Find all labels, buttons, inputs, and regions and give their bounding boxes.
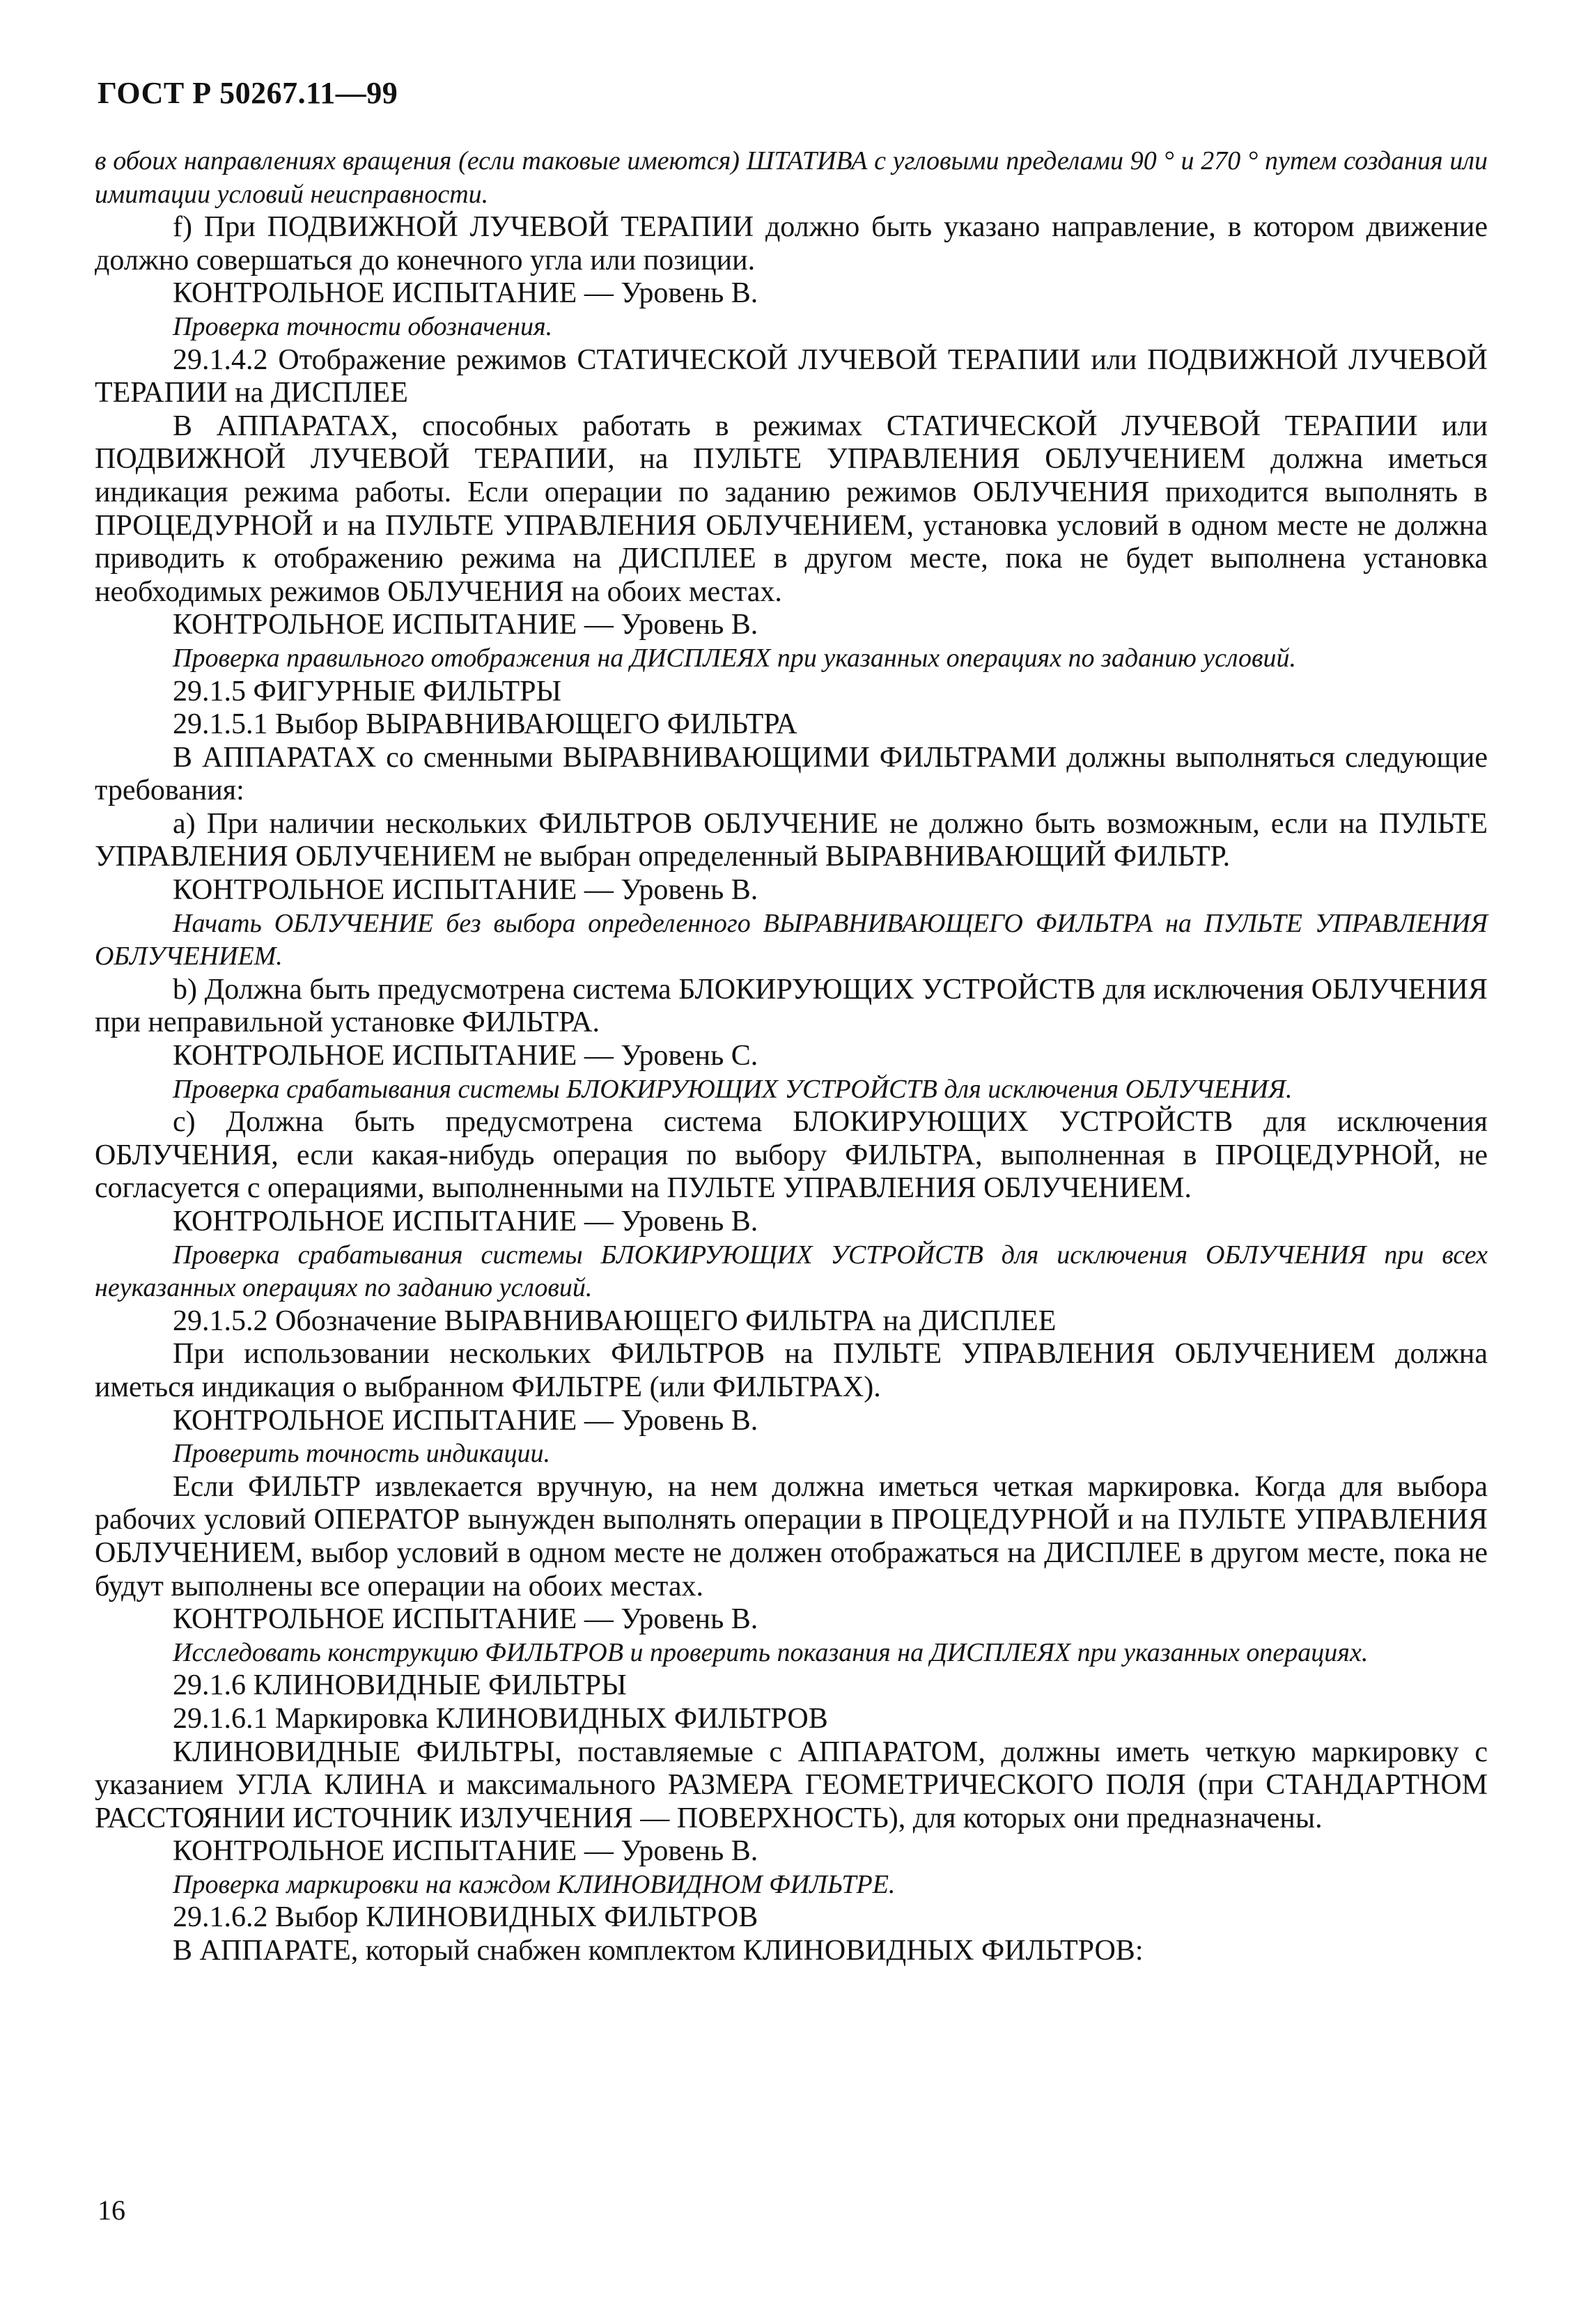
- document-body: [95, 145, 1488, 1968]
- paragraph: КОНТРОЛЬНОЕ ИСПЫТАНИЕ — Уровень В.: [173, 1603, 758, 1636]
- italic-paragraph: Проверить точность индикации.: [173, 1439, 550, 1469]
- paragraph: КОНТРОЛЬНОЕ ИСПЫТАНИЕ — Уровень В.: [173, 1835, 758, 1868]
- italic-paragraph: Проверка срабатывания системы БЛОКИРУЮЩИХ УСТРОЙСТВ для исключения ОБЛУЧЕНИЯ при всех неуказанных операциях по заданию условий.: [95, 1240, 1488, 1303]
- paragraph: КОНТРОЛЬНОЕ ИСПЫТАНИЕ — Уровень В.: [173, 1206, 758, 1238]
- paragraph: 29.1.5.2 Обозначение ВЫРАВНИВАЮЩЕГО ФИЛЬТРА на ДИСПЛЕЕ: [173, 1304, 1057, 1337]
- paragraph: КЛИНОВИДНЫЕ ФИЛЬТРЫ, поставляемые с АППАРАТОМ, должны иметь четкую маркировку с указанием УГЛА КЛИНА и максимального РАЗМЕРА ГЕОМЕТРИЧЕСКОГО ПОЛЯ (при СТАНДАРТНОМ РАССТОЯНИИ ИСТОЧНИК ИЗЛУЧЕНИЯ — ПОВЕРХНОСТЬ), для которых они предназначены.: [95, 1736, 1488, 1834]
- paragraph: 29.1.6.2 Выбор КЛИНОВИДНЫХ ФИЛЬТРОВ: [173, 1901, 758, 1934]
- paragraph: а) При наличии нескольких ФИЛЬТРОВ ОБЛУЧЕНИЕ не должно быть возможным, если на ПУЛЬТЕ УПРАВЛЕНИЯ ОБЛУЧЕНИЕМ не выбран определенный ВЫРАВНИВАЮЩИЙ ФИЛЬТР.: [95, 807, 1488, 873]
- paragraph: КОНТРОЛЬНОЕ ИСПЫТАНИЕ — Уровень В.: [173, 277, 758, 310]
- paragraph: 29.1.6 КЛИНОВИДНЫЕ ФИЛЬТРЫ: [173, 1669, 627, 1702]
- paragraph: b) Должна быть предусмотрена система БЛОКИРУЮЩИХ УСТРОЙСТВ для исключения ОБЛУЧЕНИЯ при неправильной установке ФИЛЬТРА.: [95, 973, 1488, 1039]
- paragraph: 29.1.5.1 Выбор ВЫРАВНИВАЮЩЕГО ФИЛЬТРА: [173, 708, 797, 741]
- italic-paragraph: Начать ОБЛУЧЕНИЕ без выбора определенного ВЫРАВНИВАЮЩЕГО ФИЛЬТРА на ПУЛЬТЕ УПРАВЛЕНИЯ ОБЛУЧЕНИЕМ.: [95, 908, 1488, 972]
- paragraph: 29.1.4.2 Отображение режимов СТАТИЧЕСКОЙ ЛУЧЕВОЙ ТЕРАПИИ или ПОДВИЖНОЙ ЛУЧЕВОЙ ТЕРАПИИ на ДИСПЛЕЕ: [95, 343, 1488, 410]
- paragraph: f) При ПОДВИЖНОЙ ЛУЧЕВОЙ ТЕРАПИИ должно быть указано направление, в котором движение должно совершаться до конечного угла или позиции.: [95, 211, 1488, 276]
- italic-paragraph: Проверка маркировки на каждом КЛИНОВИДНОМ ФИЛЬТРЕ.: [173, 1869, 896, 1899]
- paragraph: 29.1.5 ФИГУРНЫЕ ФИЛЬТРЫ: [173, 675, 562, 708]
- paragraph: 29.1.6.1 Маркировка КЛИНОВИДНЫХ ФИЛЬТРОВ: [173, 1702, 828, 1735]
- paragraph: В АППАРАТАХ, способных работать в режимах СТАТИЧЕСКОЙ ЛУЧЕВОЙ ТЕРАПИИ или ПОДВИЖНОЙ ЛУЧЕВОЙ ТЕРАПИИ, на ПУЛЬТЕ УПРАВЛЕНИЯ ОБЛУЧЕНИЕМ должна иметься индикация режима работы. Если операции по заданию режимов ОБЛУЧЕНИЯ приходится выполнять в ПРОЦЕДУРНОЙ и на ПУЛЬТЕ УПРАВЛЕНИЯ ОБЛУЧЕНИЕМ, установка условий в одном месте не должна приводить к отображению режима на ДИСПЛЕЕ в другом месте, пока не будет выполнена установка необходимых режимов ОБЛУЧЕНИЯ на обоих местах.: [95, 410, 1488, 608]
- paragraph: В АППАРАТЕ, который снабжен комплектом КЛИНОВИДНЫХ ФИЛЬТРОВ:: [173, 1935, 1144, 1967]
- page-number: 16: [98, 2194, 125, 2226]
- italic-paragraph: в обоих направлениях вращения (если таковые имеются) ШТАТИВА с угловыми пределами 90 ° и 270 ° путем создания или имитации условий неисправности.: [95, 146, 1488, 209]
- paragraph: КОНТРОЛЬНОЕ ИСПЫТАНИЕ — Уровень С.: [173, 1040, 758, 1073]
- paragraph: КОНТРОЛЬНОЕ ИСПЫТАНИЕ — Уровень В.: [173, 1404, 758, 1437]
- paragraph: КОНТРОЛЬНОЕ ИСПЫТАНИЕ — Уровень В.: [173, 609, 758, 641]
- paragraph: При использовании нескольких ФИЛЬТРОВ на ПУЛЬТЕ УПРАВЛЕНИЯ ОБЛУЧЕНИЕМ должна иметься индикация о выбранном ФИЛЬТРЕ (или ФИЛЬТРАХ).: [95, 1338, 1488, 1403]
- italic-paragraph: Проверка срабатывания системы БЛОКИРУЮЩИХ УСТРОЙСТВ для исключения ОБЛУЧЕНИЯ.: [173, 1074, 1293, 1104]
- italic-paragraph: Проверка точности обозначения.: [173, 311, 553, 341]
- paragraph: В АППАРАТАХ со сменными ВЫРАВНИВАЮЩИМИ ФИЛЬТРАМИ должны выполняться следующие требования:: [95, 741, 1488, 807]
- paragraph: с) Должна быть предусмотрена система БЛОКИРУЮЩИХ УСТРОЙСТВ для исключения ОБЛУЧЕНИЯ, если какая-нибудь операция по выбору ФИЛЬТРА, выполненная в ПРОЦЕДУРНОЙ, не согласуется с операциями, выполненными на ПУЛЬТЕ УПРАВЛЕНИЯ ОБЛУЧЕНИЕМ.: [95, 1106, 1488, 1205]
- italic-paragraph: Исследовать конструкцию ФИЛЬТРОВ и проверить показания на ДИСПЛЕЯХ при указанных операциях.: [173, 1637, 1369, 1667]
- italic-paragraph: Проверка правильного отображения на ДИСПЛЕЯХ при указанных операциях по заданию условий.: [173, 643, 1297, 673]
- paragraph: Если ФИЛЬТР извлекается вручную, на нем должна иметься четкая маркировка. Когда для выбора рабочих условий ОПЕРАТОР вынужден выполнять операции в ПРОЦЕДУРНОЙ и на ПУЛЬТЕ УПРАВЛЕНИЯ ОБЛУЧЕНИЕМ, выбор условий в одном месте не должен отображаться на ДИСПЛЕЕ в другом месте, пока не будут выполнены все операции на обоих местах.: [95, 1470, 1488, 1602]
- document-header: ГОСТ Р 50267.11—99: [98, 76, 398, 110]
- paragraph: КОНТРОЛЬНОЕ ИСПЫТАНИЕ — Уровень В.: [173, 874, 758, 907]
